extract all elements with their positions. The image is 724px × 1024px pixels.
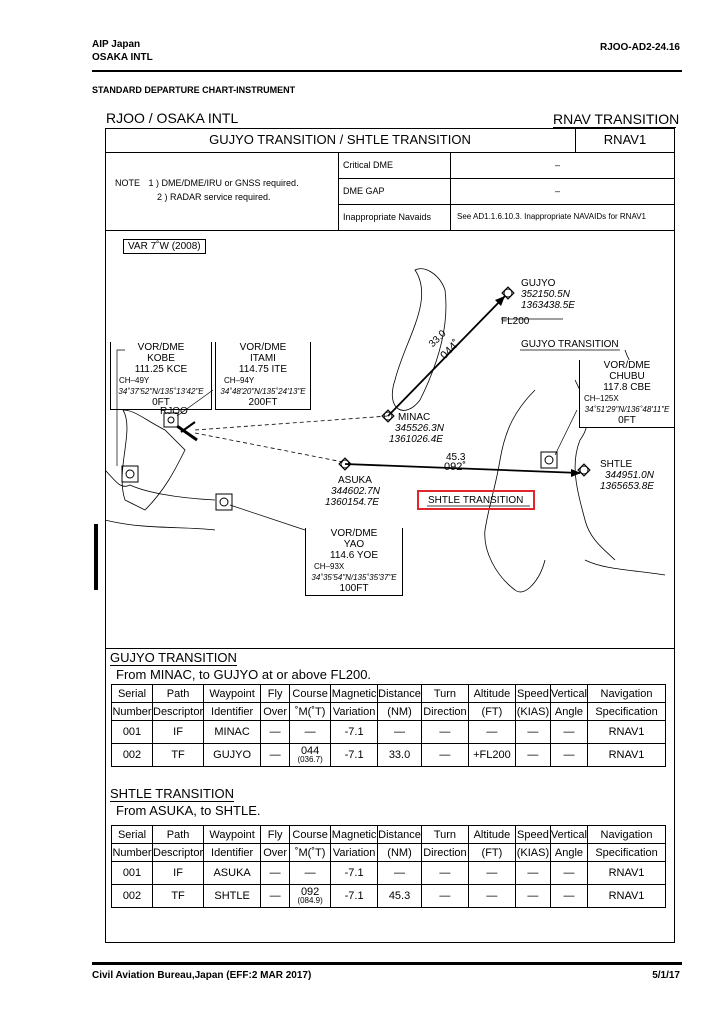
vordme-yao-symbol: [216, 494, 232, 510]
kobe-channel: CH–49Y: [119, 376, 150, 385]
gujyo-lat: 352150.5N: [521, 289, 570, 300]
shtle-section-title: SHTLE TRANSITION: [110, 786, 235, 801]
initial-leg-asuka: [195, 433, 343, 462]
dme-gap-label: DME GAP: [343, 186, 385, 196]
cell-course: —: [290, 862, 331, 885]
variation-box: VAR 7˚W (2008): [123, 239, 206, 254]
cell-spec: RNAV1: [588, 862, 666, 885]
th-vert-2: Angle: [550, 703, 587, 721]
yao-elev: 100FT: [339, 583, 369, 594]
cell-spec: RNAV1: [588, 744, 666, 767]
kobe-box: [110, 342, 212, 410]
th-course-2: ˚M(˚T): [290, 703, 331, 721]
note-2: 2 ) RADAR service required.: [157, 192, 271, 202]
cell-serial: 002: [112, 885, 153, 908]
cell-turn: —: [421, 862, 468, 885]
th-vert: Vertical: [550, 826, 587, 844]
th-waypoint-2: Identifier: [204, 844, 261, 862]
cell-vert: —: [550, 721, 587, 744]
cell-magvar: -7.1: [331, 721, 378, 744]
yao-type: VOR/DME: [330, 528, 378, 539]
vordme-kobe-symbol: [122, 466, 138, 482]
kobe-type: VOR/DME: [137, 342, 185, 353]
course-magnetic: 092: [300, 886, 320, 898]
cell-fly: —: [261, 744, 290, 767]
cell-turn: —: [421, 885, 468, 908]
th-path: Path: [153, 685, 204, 703]
th-turn: Turn: [421, 826, 468, 844]
leg1-distance: 33.0: [427, 328, 449, 350]
cell-serial: 002: [112, 744, 153, 767]
cell-speed: —: [515, 721, 550, 744]
gujyo-header-row-2: [112, 703, 666, 721]
chubu-coords: 34˚51'29"N/136˚48'11"E: [584, 405, 670, 414]
cell-magvar: -7.1: [331, 862, 378, 885]
cell-speed: —: [515, 744, 550, 767]
chubu-channel: CH–125X: [584, 394, 619, 403]
itami-coords: 34˚48'20"N/135˚24'13"E: [220, 387, 306, 396]
shtle-lat: 344951.0N: [605, 470, 654, 481]
cell-path: IF: [153, 862, 204, 885]
th-serial-2: Number: [112, 703, 153, 721]
cell-waypoint: ASUKA: [204, 862, 261, 885]
course-true: (036.7): [297, 755, 323, 764]
shtle-header-row-2: [112, 844, 666, 862]
kobe-coords: 34˚37'52"N/135˚13'42"E: [118, 387, 204, 396]
procedure-title: GUJYO TRANSITION / SHTLE TRANSITION: [105, 128, 576, 152]
th-magvar-2: Variation: [331, 844, 378, 862]
th-waypoint: Waypoint: [204, 826, 261, 844]
shtle-header-row-1: [112, 826, 666, 844]
th-course: Course: [290, 685, 331, 703]
chart-type-label: STANDARD DEPARTURE CHART-INSTRUMENT: [92, 85, 296, 95]
notes-block: [105, 152, 675, 231]
table-row: [112, 721, 666, 744]
minac-name: MINAC: [398, 412, 431, 423]
gujyo-table: [111, 684, 666, 767]
th-path-2: Descriptor: [153, 703, 204, 721]
asuka-lon: 1360154.7E: [325, 497, 379, 508]
dme-divider: [450, 152, 451, 230]
itami-freq: 114.75 ITE: [238, 364, 288, 375]
th-vert: Vertical: [550, 685, 587, 703]
th-magvar-2: Variation: [331, 703, 378, 721]
airport-title: RJOO / OSAKA INTL: [106, 110, 239, 126]
cell-waypoint: GUJYO: [204, 744, 261, 767]
cell-dist: —: [378, 862, 422, 885]
cell-alt: —: [468, 721, 515, 744]
vordme-chubu-symbol: [541, 452, 557, 468]
chubu-type: VOR/DME: [603, 360, 651, 371]
itami-type: VOR/DME: [239, 342, 287, 353]
map-area: [105, 230, 675, 649]
cell-magvar: -7.1: [331, 744, 378, 767]
table-row: [112, 862, 666, 885]
th-dist: Distance: [378, 826, 422, 844]
cell-waypoint: SHTLE: [204, 885, 261, 908]
th-alt: Altitude: [468, 826, 515, 844]
gujyo-lon: 1363438.5E: [521, 300, 575, 311]
flight-level-label: FL200: [501, 316, 530, 327]
cell-serial: 001: [112, 862, 153, 885]
th-serial: Serial: [112, 826, 153, 844]
th-speed-2: (KIAS): [515, 844, 550, 862]
dme-gap-value: –: [555, 186, 561, 196]
th-turn: Turn: [421, 685, 468, 703]
cell-turn: —: [421, 744, 468, 767]
th-fly: Fly: [261, 826, 290, 844]
th-fly: Fly: [261, 685, 290, 703]
leg1-course: 044˚: [438, 337, 463, 362]
cell-fly: —: [261, 885, 290, 908]
chubu-leader: [555, 410, 577, 455]
th-alt-2: (FT): [468, 703, 515, 721]
gujyo-name: GUJYO: [521, 278, 556, 289]
dme-row-line-2: [338, 204, 675, 205]
th-alt-2: (FT): [468, 844, 515, 862]
critical-dme-value: –: [555, 160, 561, 170]
yao-coords: 34˚35'54"N/135˚35'37"E: [311, 573, 397, 582]
header-publication: [92, 38, 153, 64]
kobe-name: KOBE: [147, 353, 175, 364]
th-fly-2: Over: [261, 703, 290, 721]
itami-name: ITAMI: [250, 353, 276, 364]
gujyo-section-title: GUJYO TRANSITION: [110, 650, 237, 665]
cell-turn: —: [421, 721, 468, 744]
chubu-name: CHUBU: [609, 371, 645, 382]
cell-alt: +FL200: [468, 744, 515, 767]
cell-fly: —: [261, 721, 290, 744]
cell-dist: —: [378, 721, 422, 744]
header-page-id: RJOO-AD2-24.16: [599, 42, 680, 53]
th-serial-2: Number: [112, 844, 153, 862]
cell-course: [290, 885, 331, 908]
course-true: (084.9): [297, 896, 323, 905]
cell-alt: —: [468, 862, 515, 885]
yao-channel: CH–93X: [314, 562, 345, 571]
th-navspec: Navigation: [588, 685, 666, 703]
th-path: Path: [153, 826, 204, 844]
cell-path: TF: [153, 885, 204, 908]
th-vert-2: Angle: [550, 844, 587, 862]
cell-serial: 001: [112, 721, 153, 744]
initial-leg-minac: [195, 416, 388, 430]
kobe-freq: 111.25 KCE: [134, 364, 188, 375]
table-row: [112, 744, 666, 767]
yao-box: [305, 528, 403, 596]
shtle-table: [111, 825, 666, 908]
chubu-elev: 0FT: [618, 415, 636, 426]
gujyo-header-row-1: [112, 685, 666, 703]
cell-course: —: [290, 721, 331, 744]
cell-dist: 45.3: [378, 885, 422, 908]
cell-waypoint: MINAC: [204, 721, 261, 744]
itami-box: [215, 342, 311, 410]
inappropriate-navaids-value: See AD1.1.6.10.3. Inappropriate NAVAIDs for RNAV1: [457, 212, 646, 221]
cell-speed: —: [515, 862, 550, 885]
th-waypoint-2: Identifier: [204, 703, 261, 721]
shtle-transition-label: SHTLE TRANSITION: [428, 495, 524, 506]
critical-dme-label: Critical DME: [343, 160, 394, 170]
cell-dist: 33.0: [378, 744, 422, 767]
minac-lon: 1361026.4E: [389, 434, 443, 445]
th-speed-2: (KIAS): [515, 703, 550, 721]
asuka-name: ASUKA: [338, 475, 372, 486]
minac-lat: 345526.3N: [395, 423, 444, 434]
leg2-distance: 45.3: [446, 452, 466, 463]
th-course: Course: [290, 826, 331, 844]
th-turn-2: Direction: [421, 703, 468, 721]
header-aip: AIP Japan: [92, 39, 141, 50]
cell-alt: —: [468, 885, 515, 908]
gujyo-section-subtitle: From MINAC, to GUJYO at or above FL200.: [116, 667, 372, 682]
th-dist-2: (NM): [378, 844, 422, 862]
rjoo-label: RJOO: [160, 406, 188, 417]
airport-rjoo-symbol: [177, 422, 197, 440]
kobe-elev: 0FT: [152, 397, 170, 408]
th-speed: Speed: [515, 685, 550, 703]
cell-path: IF: [153, 721, 204, 744]
header-rule: [92, 70, 682, 72]
yao-name: YAO: [343, 539, 365, 550]
shtle-name: SHTLE: [600, 459, 633, 470]
th-course-2: ˚M(˚T): [290, 844, 331, 862]
waypoint-shtle-symbol: [578, 464, 590, 476]
coastline-south: [105, 520, 215, 530]
table-row: [112, 885, 666, 908]
footer-rule: [92, 962, 682, 965]
cell-path: TF: [153, 744, 204, 767]
th-dist-2: (NM): [378, 703, 422, 721]
th-speed: Speed: [515, 826, 550, 844]
cell-spec: RNAV1: [588, 721, 666, 744]
th-alt: Altitude: [468, 685, 515, 703]
yao-leader: [230, 505, 305, 530]
th-waypoint: Waypoint: [204, 685, 261, 703]
cell-vert: —: [550, 744, 587, 767]
th-navspec: Navigation: [588, 826, 666, 844]
footer-authority: Civil Aviation Bureau,Japan (EFF:2 MAR 2017): [92, 970, 312, 981]
cell-spec: RNAV1: [588, 885, 666, 908]
th-navspec-2: Specification: [588, 703, 666, 721]
th-magvar: Magnetic: [331, 685, 378, 703]
shtle-section-subtitle: From ASUKA, to SHTLE.: [116, 803, 261, 818]
cell-magvar: -7.1: [331, 885, 378, 908]
th-turn-2: Direction: [421, 844, 468, 862]
th-magvar: Magnetic: [331, 826, 378, 844]
itami-elev: 200FT: [248, 397, 278, 408]
chubu-box: [579, 360, 675, 428]
cell-speed: —: [515, 885, 550, 908]
gujyo-transition-label: GUJYO TRANSITION: [521, 339, 619, 350]
cell-fly: —: [261, 862, 290, 885]
chubu-freq: 117.8 CBE: [603, 382, 651, 393]
th-navspec-2: Specification: [588, 844, 666, 862]
nav-spec-title: RNAV1: [603, 132, 647, 147]
shtle-leg-arrow: [571, 469, 581, 477]
inappropriate-navaids-label: Inappropriate Navaids: [343, 212, 432, 222]
note-label: NOTE: [115, 178, 141, 188]
th-fly-2: Over: [261, 844, 290, 862]
shtle-lon: 1365653.8E: [600, 481, 654, 492]
notes: [115, 176, 299, 204]
coast-east: [585, 560, 665, 575]
th-dist: Distance: [378, 685, 422, 703]
cell-course: [290, 744, 331, 767]
coast-kobe: [122, 410, 185, 510]
dme-row-line-1: [338, 178, 675, 179]
notes-divider: [338, 152, 339, 230]
itami-channel: CH–94Y: [224, 376, 255, 385]
th-path-2: Descriptor: [153, 844, 204, 862]
category-title: RNAV TRANSITION: [553, 111, 680, 127]
cell-vert: —: [550, 885, 587, 908]
th-serial: Serial: [112, 685, 153, 703]
yao-freq: 114.6 YOE: [330, 550, 378, 561]
cell-vert: —: [550, 862, 587, 885]
note-1: 1 ) DME/DME/IRU or GNSS required.: [148, 178, 299, 188]
footer-date: 5/1/17: [652, 970, 680, 981]
title-row: [105, 128, 675, 153]
asuka-lat: 344602.7N: [331, 486, 380, 497]
leg2-course: 092˚: [444, 461, 467, 473]
revision-bar: [94, 524, 98, 590]
header-airport: OSAKA INTL: [92, 52, 153, 63]
course-magnetic: 044: [300, 745, 320, 757]
